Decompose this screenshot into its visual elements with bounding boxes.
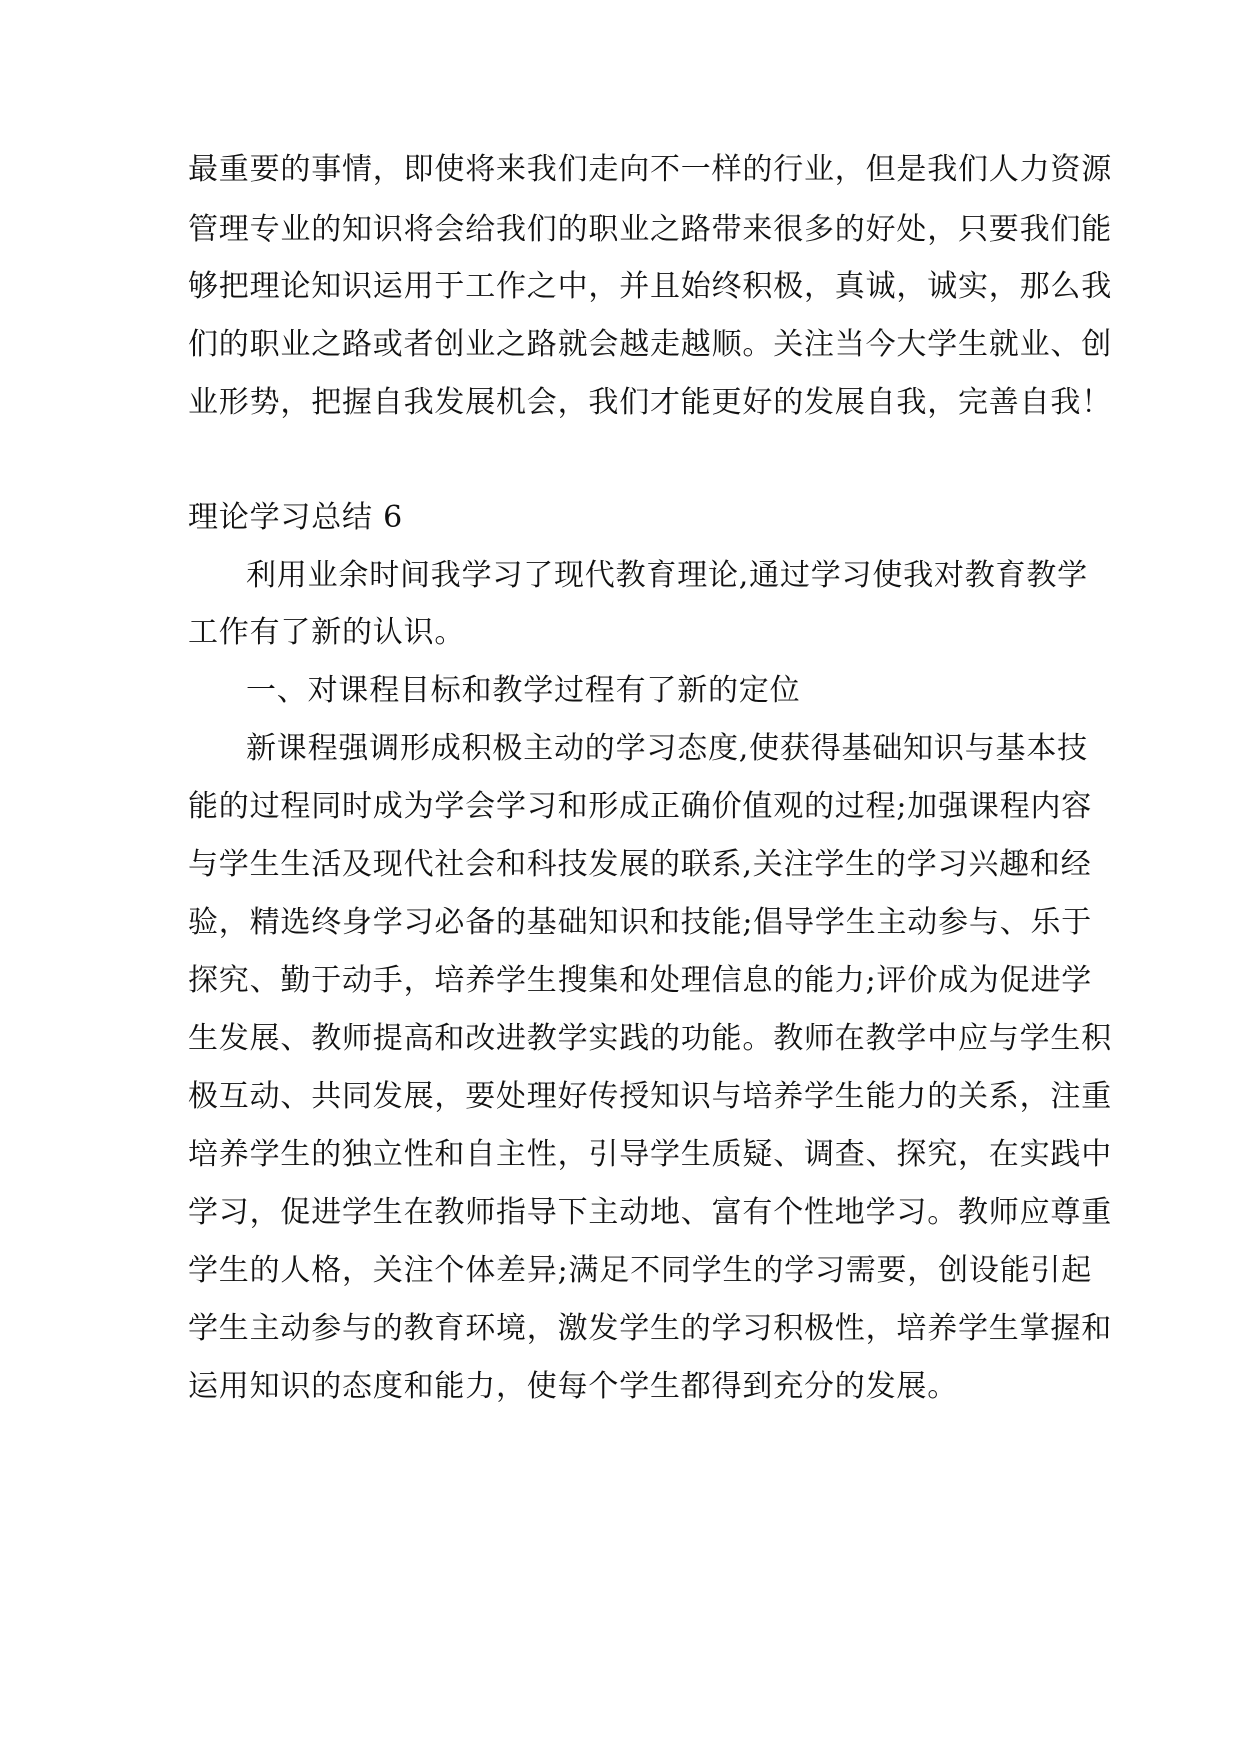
text-line: 够把理论知识运用于工作之中，并且始终积极，真诚，诚实，那么我: [188, 269, 1112, 304]
text-line: 学生主动参与的教育环境，激发学生的学习积极性，培养学生掌握和: [188, 1311, 1112, 1346]
text-line: 业形势，把握自我发展机会，我们才能更好的发展自我，完善自我！: [188, 385, 1112, 420]
text-line: 最重要的事情，即使将来我们走向不一样的行业，但是我们人力资源: [188, 152, 1112, 187]
text-line: 学生的人格，关注个体差异;满足不同学生的学习需要，创设能引起: [188, 1253, 1093, 1288]
text-line: 生发展、教师提高和改进教学实践的功能。教师在教学中应与学生积: [188, 1021, 1112, 1056]
text-line: 学习，促进学生在教师指导下主动地、富有个性地学习。教师应尊重: [188, 1195, 1112, 1230]
text-line: 极互动、共同发展，要处理好传授知识与培养学生能力的关系，注重: [188, 1079, 1112, 1114]
text-line: 管理专业的知识将会给我们的职业之路带来很多的好处，只要我们能: [188, 212, 1112, 247]
text-line: 工作有了新的认识。: [188, 615, 466, 650]
text-line: 们的职业之路或者创业之路就会越走越顺。关注当今大学生就业、创: [188, 327, 1112, 362]
text-line: 验，精选终身学习必备的基础知识和技能;倡导学生主动参与、乐于: [188, 905, 1093, 940]
text-line: 探究、勤于动手，培养学生搜集和处理信息的能力;评价成为促进学: [188, 963, 1093, 998]
text-line: 能的过程同时成为学会学习和形成正确价值观的过程;加强课程内容: [188, 789, 1093, 824]
subheading: 一、对课程目标和教学过程有了新的定位: [246, 673, 801, 708]
text-line: 运用知识的态度和能力，使每个学生都得到充分的发展。: [188, 1369, 958, 1404]
text-line: 利用业余时间我学习了现代教育理论,通过学习使我对教育教学: [246, 558, 1088, 593]
text-line: 新课程强调形成积极主动的学习态度,使获得基础知识与基本技: [246, 731, 1088, 766]
text-line: 培养学生的独立性和自主性，引导学生质疑、调查、探究，在实践中: [188, 1137, 1112, 1172]
section-title: 理论学习总结 6: [188, 500, 404, 535]
text-line: 与学生生活及现代社会和科技发展的联系,关注学生的学习兴趣和经: [188, 847, 1092, 882]
